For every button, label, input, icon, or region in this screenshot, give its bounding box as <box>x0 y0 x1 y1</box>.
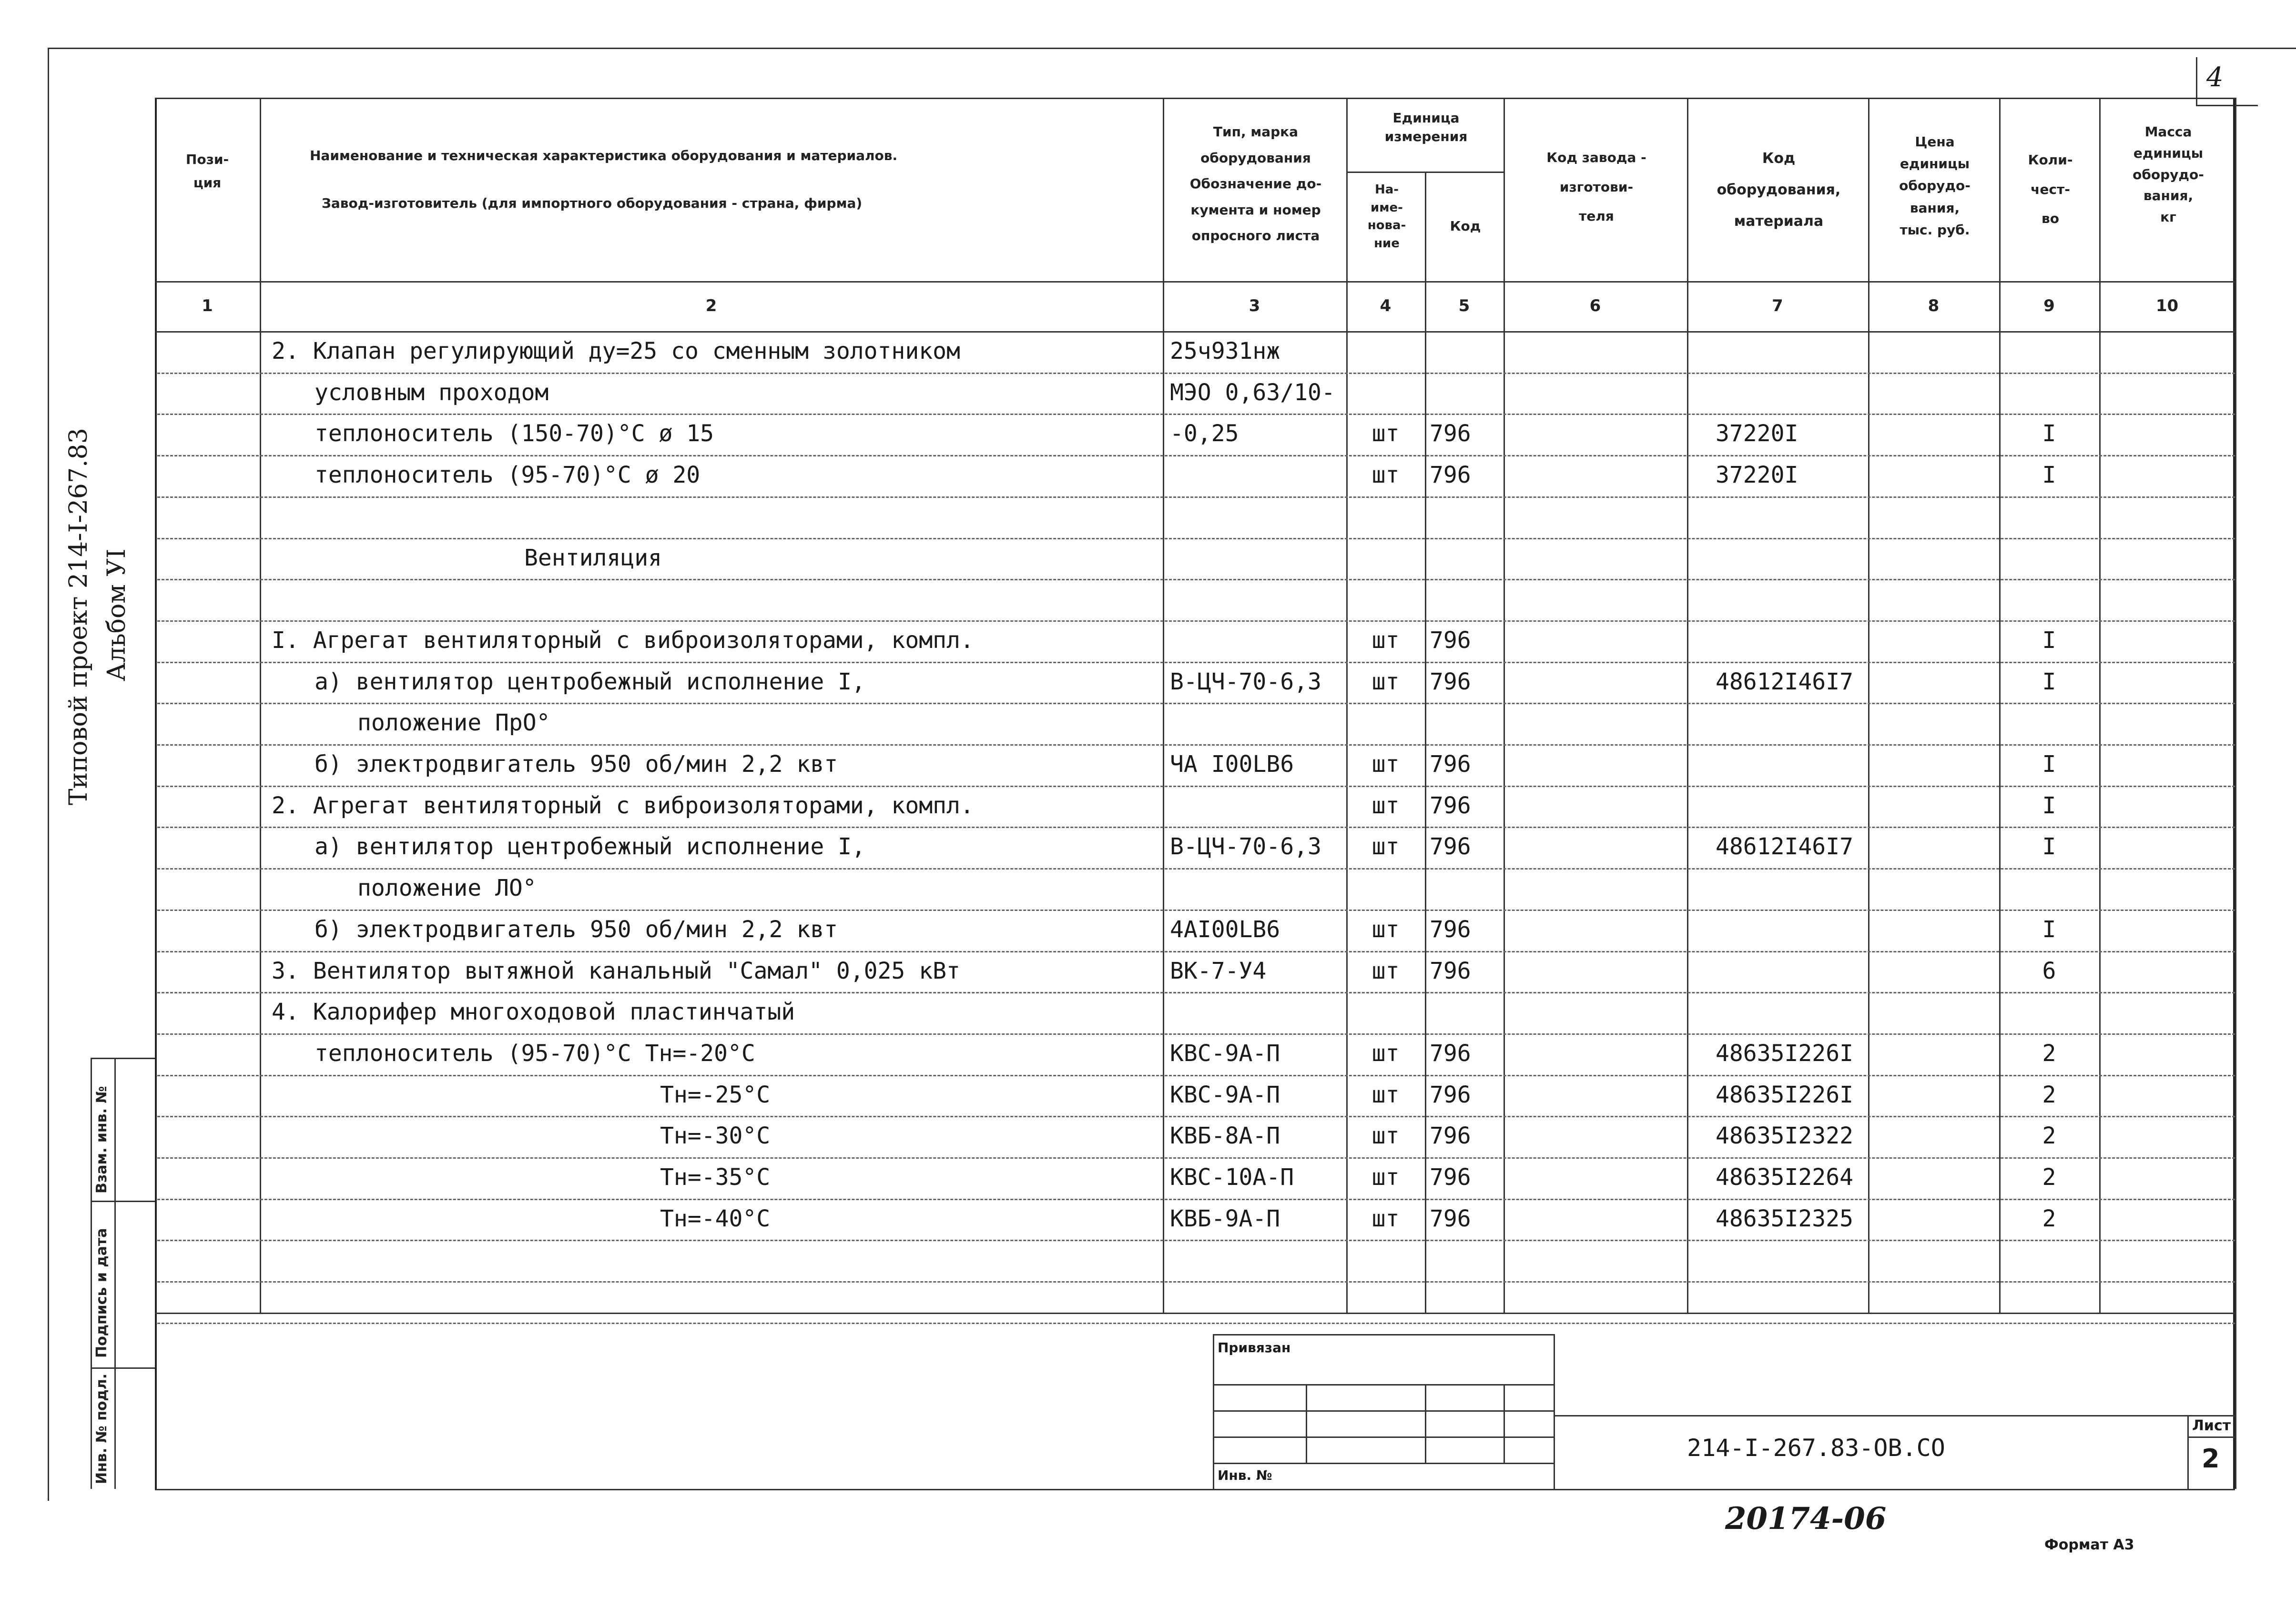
row-quantity: 2 <box>2042 1205 2056 1232</box>
row-unit: шт <box>1372 1123 1400 1150</box>
row-name: б) электродвигатель 950 об/мин 2,2 квт <box>315 916 838 943</box>
row-name: Тн=-30°С <box>660 1123 771 1150</box>
project-title-line2: Альбом УI <box>102 548 131 681</box>
row-code: 796 <box>1430 957 1471 984</box>
row-quantity: I <box>2042 751 2056 778</box>
row-name: Тн=-40°С <box>660 1205 771 1232</box>
row-code: 796 <box>1430 833 1471 860</box>
header-type: Тип, марка оборудования Обозначение до- кумента и номер опросного листа <box>1189 124 1322 244</box>
document-code: 214-I-267.83-ОВ.СО <box>1687 1434 1945 1462</box>
row-separator <box>157 786 2235 787</box>
row-quantity: I <box>2042 792 2056 819</box>
col-number-3: 3 <box>1249 296 1260 315</box>
col-number-5: 5 <box>1458 296 1470 315</box>
header-unit-code: Код <box>1450 218 1481 234</box>
row-code: 796 <box>1430 1123 1471 1150</box>
row-name: теплоноситель (95-70)°С ø 20 <box>315 462 701 489</box>
row-unit: шт <box>1372 792 1400 819</box>
row-unit: шт <box>1372 833 1400 860</box>
row-unit: шт <box>1372 1164 1400 1191</box>
row-separator <box>157 496 2235 498</box>
header-unit-name: На- име- нова- ние <box>1367 182 1406 251</box>
page-number: 4 <box>2206 62 2224 93</box>
row-equipment-code: 48635I2325 <box>1716 1205 1853 1232</box>
row-equipment-code: 48635I2264 <box>1716 1164 1853 1191</box>
row-separator <box>157 1116 2235 1117</box>
row-separator <box>157 1033 2235 1035</box>
row-quantity: 2 <box>2042 1123 2056 1150</box>
row-equipment-code: 48612I46I7 <box>1716 833 1853 860</box>
row-unit: шт <box>1372 1205 1400 1232</box>
row-separator <box>157 868 2235 870</box>
row-separator <box>157 662 2235 663</box>
header-name-line1: Наименование и техническая характеристика оборудования и материалов. <box>310 148 898 163</box>
row-separator <box>157 1075 2235 1076</box>
row-quantity: 2 <box>2042 1081 2056 1108</box>
row-code: 796 <box>1430 1205 1471 1232</box>
row-code: 796 <box>1430 627 1471 654</box>
row-equipment-code: 48635I226I <box>1716 1081 1853 1108</box>
row-name: 4. Калорифер многоходовой пластинчатый <box>272 999 795 1026</box>
row-quantity: 2 <box>2042 1040 2056 1067</box>
row-unit: шт <box>1372 420 1400 447</box>
header-position: Пози- ция <box>185 152 229 191</box>
col-number-6: 6 <box>1589 296 1601 315</box>
row-code: 796 <box>1430 668 1471 695</box>
stamp-vzam-label: Взам. инв. № <box>93 1086 110 1193</box>
col-number-7: 7 <box>1772 296 1783 315</box>
row-name: 3. Вентилятор вытяжной канальный "Самал" 0,025 кВт <box>272 957 960 984</box>
row-quantity: 6 <box>2042 957 2056 984</box>
row-equipment-code: 37220I <box>1716 462 1798 489</box>
row-equipment-code: 48635I226I <box>1716 1040 1853 1067</box>
row-separator <box>157 744 2235 746</box>
row-separator <box>157 1281 2235 1283</box>
row-unit: шт <box>1372 1040 1400 1067</box>
row-separator <box>157 1157 2235 1159</box>
row-separator <box>157 703 2235 704</box>
row-unit: шт <box>1372 751 1400 778</box>
row-name: теплоноситель (150-70)°С ø 15 <box>315 420 714 447</box>
row-separator <box>157 1323 2235 1324</box>
row-separator <box>157 1240 2235 1241</box>
row-quantity: I <box>2042 668 2056 695</box>
row-quantity: I <box>2042 916 2056 943</box>
row-name: условным проходом <box>315 379 549 406</box>
row-name: а) вентилятор центробежный исполнение I, <box>315 833 865 860</box>
row-code: 796 <box>1430 1081 1471 1108</box>
header-unit: Единица измерения <box>1384 110 1468 145</box>
row-code: 796 <box>1430 751 1471 778</box>
project-title-line1: Типовой проект 214-I-267.83 <box>64 428 93 805</box>
row-separator <box>157 373 2235 374</box>
row-separator <box>157 455 2235 456</box>
row-name: I. Агрегат вентиляторный с виброизоляторами, компл. <box>272 627 974 654</box>
row-quantity: I <box>2042 627 2056 654</box>
row-separator <box>157 951 2235 952</box>
row-name: положение ЛО° <box>357 875 537 902</box>
row-quantity: I <box>2042 833 2056 860</box>
row-quantity: I <box>2042 420 2056 447</box>
sheet-label: Лист <box>2192 1417 2231 1434</box>
row-type: ВК-7-У4 <box>1170 957 1267 984</box>
row-equipment-code: 48635I2322 <box>1716 1123 1853 1150</box>
row-type: В-ЦЧ-70-6,3 <box>1170 668 1321 695</box>
row-type: КВБ-9А-П <box>1170 1205 1280 1232</box>
row-name: 2. Агрегат вентиляторный с виброизоляторами, компл. <box>272 792 974 819</box>
sheet-number: 2 <box>2202 1444 2220 1474</box>
row-type: КВС-9А-П <box>1170 1040 1280 1067</box>
row-quantity: I <box>2042 462 2056 489</box>
row-type: В-ЦЧ-70-6,3 <box>1170 833 1321 860</box>
row-type: КВБ-8А-П <box>1170 1123 1280 1150</box>
inv-no-label: Инв. № <box>1218 1467 1272 1483</box>
header-name-line2: Завод-изготовитель (для импортного оборудования - страна, фирма) <box>322 195 863 211</box>
row-type: КВС-9А-П <box>1170 1081 1280 1108</box>
row-code: 796 <box>1430 1164 1471 1191</box>
row-code: 796 <box>1430 1040 1471 1067</box>
row-code: 796 <box>1430 462 1471 489</box>
format-label: Формат А3 <box>2044 1537 2134 1553</box>
row-unit: шт <box>1372 1081 1400 1108</box>
col-number-2: 2 <box>705 296 717 315</box>
row-name: б) электродвигатель 950 об/мин 2,2 квт <box>315 751 838 778</box>
row-type: ЧА I00LВ6 <box>1170 751 1294 778</box>
privyazan-label: Привязан <box>1218 1340 1291 1355</box>
header-equipment-code: Код оборудования, материала <box>1717 150 1841 230</box>
row-unit: шт <box>1372 668 1400 695</box>
row-name: положение ПрО° <box>357 709 550 737</box>
row-separator <box>157 992 2235 993</box>
col-number-9: 9 <box>2043 296 2055 315</box>
row-name: теплоноситель (95-70)°С Тн=-20°С <box>315 1040 755 1067</box>
row-separator <box>157 620 2235 622</box>
row-equipment-code: 48612I46I7 <box>1716 668 1853 695</box>
row-unit: шт <box>1372 957 1400 984</box>
row-unit: шт <box>1372 462 1400 489</box>
row-name: Вентиляция <box>524 544 662 571</box>
col-number-4: 4 <box>1380 296 1392 315</box>
handwritten-number: 20174-06 <box>1725 1501 1887 1537</box>
row-name: Тн=-25°С <box>660 1081 771 1108</box>
row-separator <box>157 414 2235 415</box>
row-equipment-code: 37220I <box>1716 420 1798 447</box>
row-code: 796 <box>1430 792 1471 819</box>
row-type: КВС-10А-П <box>1170 1164 1294 1191</box>
header-mass: Масса единицы оборудо- вания, кг <box>2133 124 2204 225</box>
col-number-8: 8 <box>1928 296 1940 315</box>
col-number-1: 1 <box>202 296 213 315</box>
row-unit: шт <box>1372 916 1400 943</box>
header-quantity: Коли- чест- во <box>2028 152 2073 227</box>
header-price: Цена единицы оборудо- вания, тыс. руб. <box>1899 134 1971 238</box>
stamp-podpis-label: Подпись и дата <box>93 1228 110 1358</box>
row-code: 796 <box>1430 916 1471 943</box>
col-number-10: 10 <box>2155 296 2179 315</box>
row-quantity: 2 <box>2042 1164 2056 1191</box>
row-name: Тн=-35°С <box>660 1164 771 1191</box>
row-type: 25ч931нж <box>1170 338 1280 364</box>
row-separator <box>157 1199 2235 1200</box>
row-separator <box>157 579 2235 580</box>
row-type: 4АI00LВ6 <box>1170 916 1280 943</box>
row-code: 796 <box>1430 420 1471 447</box>
row-separator <box>157 910 2235 911</box>
row-unit: шт <box>1372 627 1400 654</box>
row-type: МЭО 0,63/10- <box>1170 379 1335 406</box>
row-name: 2. Клапан регулирующий ду=25 со сменным золотником <box>272 338 960 364</box>
row-separator <box>157 827 2235 828</box>
row-name: а) вентилятор центробежный исполнение I, <box>315 668 865 695</box>
header-factory-code: Код завода - изготови- теля <box>1546 150 1646 224</box>
stamp-inv-label: Инв. № подл. <box>93 1373 110 1484</box>
row-separator <box>157 538 2235 539</box>
row-type: -0,25 <box>1170 420 1239 447</box>
